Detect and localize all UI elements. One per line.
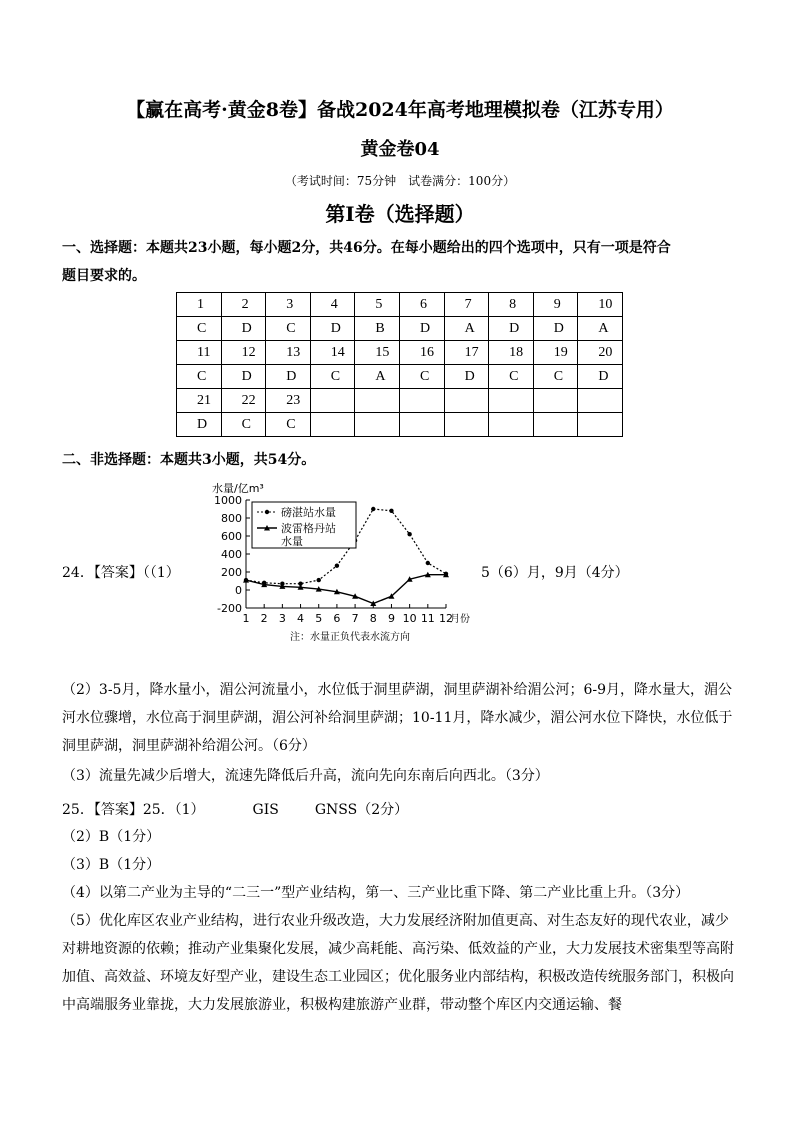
answer-table-row bbox=[177, 341, 623, 365]
series-0-point bbox=[426, 561, 430, 565]
x-tick-label: 3 bbox=[278, 612, 286, 625]
q25-answer-3: （3）B（1分） bbox=[62, 857, 161, 873]
y-tick-label: 200 bbox=[221, 566, 242, 579]
answer-table-cell: C bbox=[266, 413, 311, 437]
answer-table-cell bbox=[399, 389, 444, 413]
q25-answer-1 bbox=[62, 796, 408, 824]
x-axis-label: 月份 bbox=[450, 614, 470, 625]
answer-table-cell: D bbox=[266, 365, 311, 389]
answer-table-cell: C bbox=[177, 317, 222, 341]
answer-table-cell: A bbox=[355, 365, 400, 389]
series-0-point bbox=[407, 532, 411, 536]
answer-table-cell: 3 bbox=[266, 293, 311, 317]
y-tick-label: 800 bbox=[221, 512, 242, 525]
answer-table-cell: 19 bbox=[533, 341, 578, 365]
x-tick-label: 5 bbox=[315, 612, 323, 625]
page-title: 【赢在高考·黄金8卷】备战2024年高考地理模拟卷（江苏专用） bbox=[126, 99, 674, 121]
answer-table-cell: C bbox=[266, 317, 311, 341]
answer-table-cell: 16 bbox=[399, 341, 444, 365]
answer-table-cell: A bbox=[444, 317, 489, 341]
answer-table-cell: 7 bbox=[444, 293, 489, 317]
answer-table-cell bbox=[444, 389, 489, 413]
answer-table-cell bbox=[355, 389, 400, 413]
answer-table-cell: B bbox=[355, 317, 400, 341]
series-0-point bbox=[317, 578, 321, 582]
answer-table-cell: 12 bbox=[221, 341, 266, 365]
page-subtitle: 黄金卷04 bbox=[360, 139, 440, 160]
answer-table-cell: 6 bbox=[399, 293, 444, 317]
x-tick-label: 8 bbox=[369, 612, 377, 625]
q25-answer-1-gnss: GNSS（2分） bbox=[314, 802, 409, 818]
answer-table-row bbox=[177, 317, 623, 341]
answer-table-cell bbox=[578, 413, 623, 437]
answer-table bbox=[176, 292, 623, 437]
y-axis-label: 水量/亿m³ bbox=[212, 482, 264, 495]
answer-table-cell: 20 bbox=[578, 341, 623, 365]
x-tick-label: 6 bbox=[333, 612, 341, 625]
q24-prefix: 24．【答案】（（1） bbox=[62, 565, 180, 581]
answer-table-cell: 17 bbox=[444, 341, 489, 365]
answer-table-cell bbox=[533, 389, 578, 413]
answer-table-cell bbox=[489, 389, 534, 413]
answer-table-row bbox=[177, 365, 623, 389]
y-tick-label: 600 bbox=[221, 530, 242, 543]
y-tick-label: 0 bbox=[235, 584, 242, 597]
q25-answer-5: （5）优化库区农业产业结构，进行农业升级改造，大力发展经济附加值更高、对生态友好的现代农业，减少对耕地资源的依赖；推动产业集聚化发展，减少高耗能、高污染、低效益的产业，大力发展技术密集型等高附加值、高效益、环境友好型产业，建设生态工业园区；优化服务业内部结构，积极改造传统服务部门，积极向中高端服务业靠拢，大力发展旅游业，积极构建旅游产业群，带动整个库区内交通运输、餐 bbox=[62, 913, 734, 1013]
answer-table-cell: 8 bbox=[489, 293, 534, 317]
answer-table-cell: 23 bbox=[266, 389, 311, 413]
answer-table-row bbox=[177, 413, 623, 437]
answer-table-row bbox=[177, 293, 623, 317]
legend-label-1: 波雷格丹站 bbox=[281, 522, 336, 535]
answer-table-cell bbox=[310, 389, 355, 413]
answer-table-cell: 14 bbox=[310, 341, 355, 365]
answer-table-cell: 11 bbox=[177, 341, 222, 365]
answer-table-cell: 1 bbox=[177, 293, 222, 317]
answer-table-cell: 18 bbox=[489, 341, 534, 365]
answer-table-cell: 10 bbox=[578, 293, 623, 317]
q24-answer-3: （3）流量先减少后增大，流速先降低后升高，流向先向东南后向西北。（3分） bbox=[62, 768, 549, 784]
q24-answer-2: （2）3-5月，降水量小，湄公河流量小，水位低于洞里萨湖，洞里萨湖补给湄公河；6-9月，降水量大，湄公河水位骤增，水位高于洞里萨湖，湄公河补给洞里萨湖；10-11月，降水减少，湄公河水位下降快，水位低于洞里萨湖，洞里萨湖补给湄公河。（6分） bbox=[62, 682, 733, 754]
q25-answer-1-prefix: 25．【答案】25．（1） bbox=[62, 802, 205, 818]
series-line-1 bbox=[246, 575, 446, 604]
answer-table-cell: C bbox=[310, 365, 355, 389]
legend-marker-0 bbox=[265, 510, 269, 514]
answer-table-cell bbox=[355, 413, 400, 437]
x-tick-label: 4 bbox=[297, 612, 305, 625]
y-tick-label: 400 bbox=[221, 548, 242, 561]
y-tick-label: -200 bbox=[217, 602, 242, 615]
answer-table-cell: C bbox=[533, 365, 578, 389]
x-tick-label: 2 bbox=[260, 612, 268, 625]
x-tick-label: 9 bbox=[387, 612, 395, 625]
section1-instruction-line2: 题目要求的。 bbox=[62, 268, 146, 284]
section1-instruction-line1: 一、选择题：本题共23小题，每小题2分，共46分。在每小题给出的四个选项中，只有一项是符合 bbox=[62, 240, 671, 256]
answer-table-cell bbox=[399, 413, 444, 437]
x-tick-label: 12 bbox=[439, 612, 453, 625]
answer-table-cell: C bbox=[399, 365, 444, 389]
q25-answer-1-gis: GIS bbox=[252, 802, 279, 818]
answer-table-cell: 2 bbox=[221, 293, 266, 317]
answer-table-cell: 4 bbox=[310, 293, 355, 317]
answer-table-cell: C bbox=[177, 365, 222, 389]
chart-note: 注：水量正负代表水流方向 bbox=[290, 632, 410, 643]
answer-table-cell: 22 bbox=[221, 389, 266, 413]
answer-table-cell: D bbox=[489, 317, 534, 341]
answer-table-cell bbox=[533, 413, 578, 437]
answer-table-cell: D bbox=[221, 365, 266, 389]
answer-table-cell: 21 bbox=[177, 389, 222, 413]
answer-table-cell: C bbox=[489, 365, 534, 389]
water-volume-chart bbox=[200, 474, 480, 646]
x-tick-label: 11 bbox=[420, 612, 435, 625]
answer-table-cell bbox=[489, 413, 534, 437]
answer-table-cell: D bbox=[444, 365, 489, 389]
q25-answer-4: （4）以第二产业为主导的“二三一”型产业结构，第一、三产业比重下降、第二产业比重上升。（3分） bbox=[62, 885, 690, 901]
series-0-point bbox=[371, 507, 375, 511]
answer-table-cell: D bbox=[177, 413, 222, 437]
exam-info: （考试时间：75分钟 试卷满分：100分） bbox=[284, 174, 516, 188]
answer-table-cell: A bbox=[578, 317, 623, 341]
answer-table-cell bbox=[578, 389, 623, 413]
answer-table-cell: D bbox=[399, 317, 444, 341]
answer-table-cell bbox=[444, 413, 489, 437]
y-tick-label: 1000 bbox=[214, 494, 242, 507]
answer-table-cell: D bbox=[310, 317, 355, 341]
answer-table-cell: D bbox=[578, 365, 623, 389]
answer-table-cell: D bbox=[533, 317, 578, 341]
section2-instruction: 二、非选择题：本题共3小题，共54分。 bbox=[62, 452, 316, 468]
x-tick-label: 1 bbox=[242, 612, 250, 625]
answer-table-cell: C bbox=[221, 413, 266, 437]
legend-label-0: 磅湛站水量 bbox=[281, 506, 336, 519]
q25-answer-2: （2）B（1分） bbox=[62, 829, 161, 845]
answer-table-cell: D bbox=[221, 317, 266, 341]
answer-table-cell: 9 bbox=[533, 293, 578, 317]
legend-label-1b: 水量 bbox=[281, 535, 303, 548]
answer-table-cell: 5 bbox=[355, 293, 400, 317]
section-title: 第I卷（选择题） bbox=[325, 202, 475, 226]
series-0-point bbox=[389, 509, 393, 513]
x-tick-label: 10 bbox=[402, 612, 417, 625]
answer-table-cell bbox=[310, 413, 355, 437]
answer-table-cell: 13 bbox=[266, 341, 311, 365]
q24-suffix: 5（6）月，9月（4分） bbox=[481, 565, 629, 581]
answer-table-row bbox=[177, 389, 623, 413]
x-tick-label: 7 bbox=[351, 612, 359, 625]
series-0-point bbox=[335, 564, 339, 568]
answer-table-cell: 15 bbox=[355, 341, 400, 365]
